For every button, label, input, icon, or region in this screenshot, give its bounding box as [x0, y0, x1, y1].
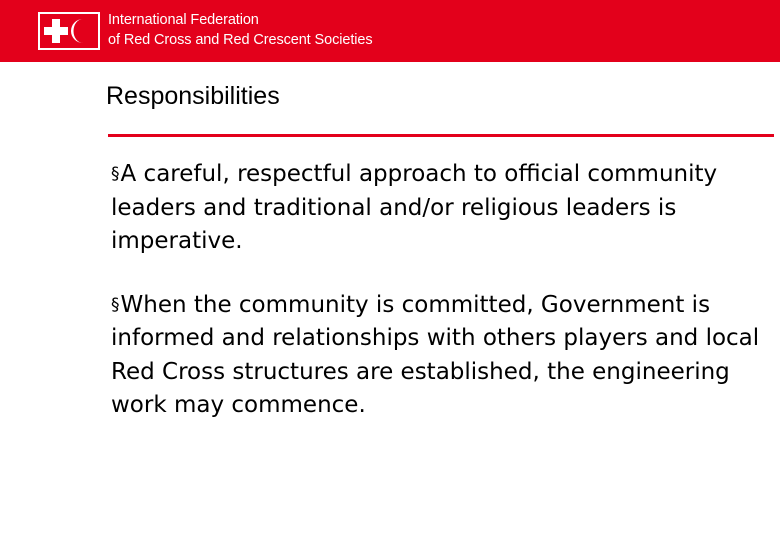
bullet-item — [111, 158, 771, 259]
bullet-text: When the community is committed, Government is informed and relationships with others players and local Red Cross structures are established, the engineering work may commence. — [111, 291, 760, 418]
bullet-text: A careful, respectful approach to official community leaders and traditional and/or religious leaders is imperative. — [111, 161, 718, 254]
bullet-marker: § — [111, 164, 120, 184]
title-divider — [108, 134, 774, 137]
organization-name — [108, 10, 372, 50]
bullet-marker: § — [111, 294, 120, 315]
bullet-item — [111, 289, 771, 423]
header-banner — [0, 0, 780, 62]
org-name-line-1: International Federation — [108, 12, 259, 28]
org-name-line-2: of Red Cross and Red Crescent Societies — [108, 32, 373, 48]
bullet-list — [111, 158, 771, 423]
red-cross-crescent-icon — [38, 12, 100, 50]
slide-title: Responsibilities — [106, 82, 280, 110]
